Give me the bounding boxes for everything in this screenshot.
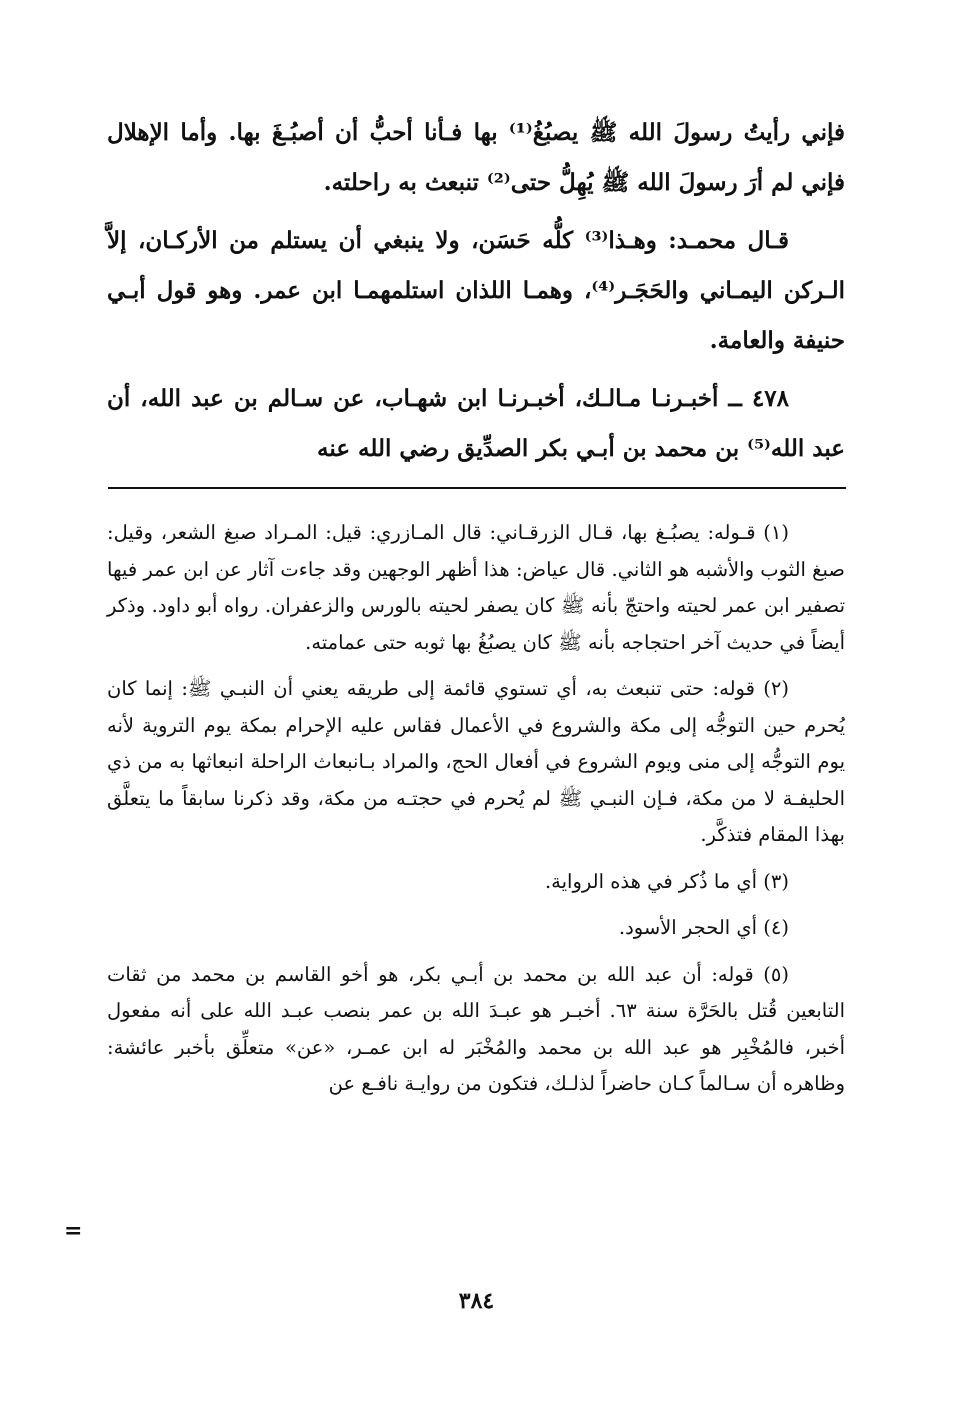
footnote-3: (٣) أي ما ذُكر في هذه الرواية. (544, 869, 789, 893)
main-text (107, 108, 845, 474)
main-paragraph-3: ٤٧٨ ــ أخبـرنـا مـالـك، أخبـرنـا ابن شهـاب، عن سـالم بن عبد الله، أن عبد الله⁽⁵⁾ بن محمد بن أبـي بكر الصدِّيق رضي الله عنه (107, 385, 845, 462)
footnote-4: (٤) أي الحجر الأسود. (618, 916, 789, 939)
continuation-mark: = (64, 1218, 83, 1244)
page-number: ٣٨٤ (458, 1288, 495, 1314)
footnote-separator (108, 487, 846, 489)
main-paragraph-2: قـال محمـد: وهـذا⁽³⁾ كلُّه حَسَن، ولا ينبغي أن يستلم من الأركـان، إلاَّ الـركن اليمـاني والحَجَـر⁽⁴⁾، وهمـا اللذان استلمهمـا ابن عمر. وهو قول أبـي حنيفة والعامة. (107, 227, 845, 354)
footnote-2: (٢) قوله: حتى تنبعث به، أي تستوي قائمة إلى طريقه يعني أن النبـي ﷺ: إنما كان يُحرم حين التوجُّه إلى مكة والشروع في الأعمال فقاس عليه الإحرام بمكة يوم التروية لأنه يوم التوجُّه إلى منى ويوم الشروع في أفعال الحج، والمراد بـانبعاث الراحلة انبعاثها به من ذي الحليفـة لا من مكة، فـإن النبـي ﷺ لم يُحرم في حجتـه من مكة، وقد ذكرنا سابقاً ما يتعلَّق بهذا المقام فتذكَّر. (107, 677, 845, 846)
footnotes (107, 515, 845, 1103)
footnote-5: (٥) قوله: أن عبد الله بن محمد بن أبـي بكر، هو أخو القاسم بن محمد من ثقات التابعين قُتل بالحَرَّة سنة ٦٣. أخبـر هو عبـدَ الله بن عمر بنصب عبـد الله على أنه مفعول أخبر، فالمُخْبِر هو عبد الله بن محمد والمُخْبَر له ابن عمـر، «عن» متعلِّق بأخبر عائشة: وظاهره أن سـالماً كـان حاضراً لذلـك، فتكون من روايـة نافـع عن (107, 962, 845, 1095)
main-paragraph-1: فإني رأيتُ رسولَ الله ﷺ يصبُغُ⁽¹⁾ بها فـأنا أحبُّ أن أصبُـغَ بها. وأما الإهلال فإني لم أرَ رسولَ الله ﷺ يُهِلُّ حتى⁽²⁾ تنبعث به راحلته. (107, 119, 846, 196)
footnote-1: (١) قـوله: يصبُـغ بها، قـال الزرقـاني: قال المـازري: قيل: المـراد صبغ الشعر، وقيل: صبغ الثوب والأشبه هو الثاني. قال عياض: هذا أظهر الوجهين وقد جاءت آثار عن ابن عمر فيها تصفير ابن عمر لحيته واحتجّ بأنه ﷺ كان يصفر لحيته بالورس والزعفران. رواه أبو داود. وذكر أيضاً في حديث آخر احتجاجه بأنه ﷺ كان يصبُغُ بها ثوبه حتى عمامته. (107, 521, 845, 654)
